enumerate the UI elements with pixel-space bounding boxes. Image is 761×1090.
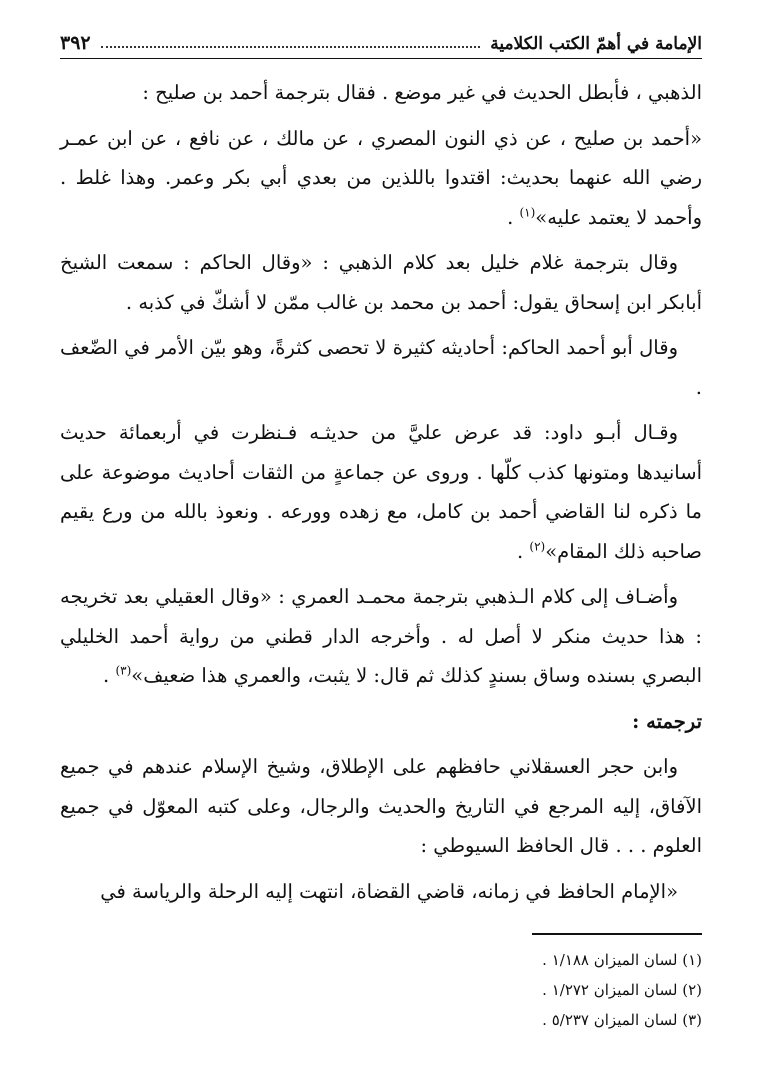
footnote-ref: (٣) [115, 663, 132, 678]
paragraph: وقال أبو أحمد الحاكم: أحاديثه كثيرة لا تحصى كثرةً، وهو بيّن الأمر في الضّعف . [60, 336, 702, 399]
paragraph: «أحمد بن صليح ، عن ذي النون المصري ، عن مالك ، عن نافع ، عن ابن عمـر رضي الله عنهما بحديث: اقتدوا باللذين من بعدي أبي بكر وعمر. وهذا غلط . وأحمد لا يعتمد عليه»$^{(١)}$ . [60, 126, 702, 229]
section-heading: ترجمته : [632, 709, 702, 733]
footnote-separator [532, 933, 702, 935]
paragraph: وقـال أبـو داود: قد عرض عليَّ من حديثـه فـنظرت في أربعمائة حديث أسانيدها ومتونها كذب كلّها . وروى عن جماعةٍ من الثقات أحاديث موضوعة على ما ذكره لنا القاضي أحمد بن كامل، مع زهده وورعه . ونعوذ بالله من ورع يقيم صاحبه ذلك المقام»$^{(٢)}$ . [60, 421, 702, 563]
footnotes [60, 945, 702, 1035]
page-body [60, 73, 702, 911]
running-title: الإمامة في أهمّ الكتب الكلامية [490, 34, 702, 54]
footnote: (٣) لسان الميزان ٥/٢٣٧ . [542, 1011, 702, 1029]
paragraph: وأضـاف إلى كلام الـذهبي بترجمة محمـد العمري : «وقال العقيلي بعد تخريجه : هذا حديث منكر لا أصل له . وأخرجه الدار قطني من رواية أحمد الخليلي البصري بسنده وساق بسندٍ كذلك ثم قال: لا يثبت، والعمري هذا ضعيف»$^{(٣)}$ . [60, 585, 702, 687]
book-page [60, 24, 702, 1035]
footnote: (٢) لسان الميزان ١/٢٧٢ . [542, 981, 702, 999]
paragraph: وقال بترجمة غلام خليل بعد كلام الذهبي : «وقال الحاكم : سمعت الشيخ أبابكر ابن إسحاق يقول: أحمد بن محمد بن غالب ممّن لا أشكّ في كذبه . [60, 251, 702, 314]
page-number: ٣٩٢ [60, 32, 91, 54]
header-dot-leader [101, 46, 481, 48]
footnote-ref: (١) [519, 205, 536, 219]
running-header [60, 24, 702, 59]
paragraph: الذهبي ، فأبطل الحديث في غير موضع . فقال بترجمة أحمد بن صليح : [142, 81, 702, 104]
footnote: (١) لسان الميزان ١/١٨٨ . [542, 951, 702, 969]
paragraph: «الإمام الحافظ في زمانه، قاضي القضاة، انتهت إليه الرحلة والرياسة في [100, 879, 678, 903]
paragraph: وابن حجر العسقلاني حافظهم على الإطلاق، وشيخ الإسلام عندهم في جميع الآفاق، إليه المرجع في التاريخ والحديث والرجال، وعلى كتبه المعوّل في جميع العلوم . . . قال الحافظ السيوطي : [60, 755, 702, 857]
footnote-ref: (٢) [529, 539, 546, 553]
